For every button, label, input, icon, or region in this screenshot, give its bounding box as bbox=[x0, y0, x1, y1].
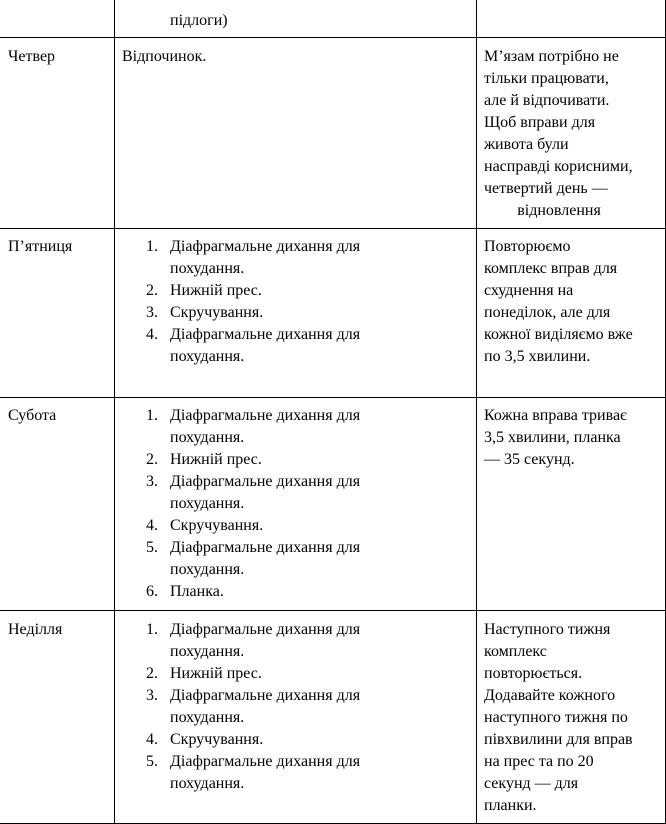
note-line: комплекс вправ для bbox=[484, 260, 618, 277]
note-line: але й відпочивати. bbox=[484, 92, 610, 109]
list-item bbox=[122, 537, 472, 581]
note-line: кожної виділяємо вже bbox=[484, 326, 633, 343]
item-number: 2. bbox=[146, 451, 158, 468]
plan-text: Відпочинок. bbox=[122, 48, 207, 65]
row-divider bbox=[0, 610, 666, 611]
note-line: на прес та по 20 bbox=[484, 753, 594, 770]
note-cell bbox=[484, 236, 660, 368]
column-divider bbox=[114, 0, 115, 823]
note-line: повторюється. bbox=[484, 665, 583, 682]
note-cell bbox=[484, 405, 660, 471]
note-line: 3,5 хвилини, планка bbox=[484, 429, 621, 446]
list-item bbox=[122, 729, 472, 751]
note-line: Додавайте кожного bbox=[484, 687, 616, 704]
item-line: похудання. bbox=[170, 709, 245, 726]
plan-cell-continuation: підлоги) bbox=[170, 12, 228, 29]
column-divider bbox=[476, 0, 477, 823]
note-line: — 35 секунд. bbox=[484, 451, 575, 468]
day-label: Неділля bbox=[8, 621, 63, 638]
item-line: Діафрагмальне дихання для bbox=[170, 687, 361, 704]
item-number: 4. bbox=[146, 517, 158, 534]
item-line: похудання. bbox=[170, 348, 245, 365]
list-item bbox=[122, 619, 472, 663]
note-line: тільки працювати, bbox=[484, 70, 609, 87]
day-label: Четвер bbox=[8, 48, 56, 65]
list-item bbox=[122, 685, 472, 729]
row-divider bbox=[0, 37, 666, 38]
note-line: по 3,5 хвилини. bbox=[484, 348, 591, 365]
day-label: П’ятниця bbox=[8, 238, 73, 255]
list-item bbox=[122, 471, 472, 515]
list-item bbox=[122, 581, 472, 603]
item-line: Діафрагмальне дихання для bbox=[170, 407, 361, 424]
item-line: Нижній прес. bbox=[170, 451, 262, 468]
item-line: Планка. bbox=[170, 583, 224, 600]
row-divider bbox=[0, 228, 666, 229]
item-line: похудання. bbox=[170, 775, 245, 792]
item-number: 5. bbox=[146, 539, 158, 556]
note-line: Наступного тижня bbox=[484, 621, 611, 638]
item-line: похудання. bbox=[170, 643, 245, 660]
note-line: наступного тижня по bbox=[484, 709, 628, 726]
list-item bbox=[122, 663, 472, 685]
item-line: похудання. bbox=[170, 260, 245, 277]
item-line: Діафрагмальне дихання для bbox=[170, 326, 361, 343]
row-divider bbox=[0, 397, 666, 398]
note-line: комплекс bbox=[484, 643, 547, 660]
item-line: Скручування. bbox=[170, 304, 264, 321]
item-number: 2. bbox=[146, 282, 158, 299]
list-item bbox=[122, 751, 472, 795]
note-line: секунд — для bbox=[484, 775, 579, 792]
item-line: похудання. bbox=[170, 495, 245, 512]
note-line: півхвилини для вправ bbox=[484, 731, 633, 748]
item-number: 5. bbox=[146, 753, 158, 770]
item-line: Діафрагмальне дихання для bbox=[170, 473, 361, 490]
item-line: похудання. bbox=[170, 429, 245, 446]
item-number: 1. bbox=[146, 238, 158, 255]
item-number: 1. bbox=[146, 407, 158, 424]
list-item bbox=[122, 515, 472, 537]
list-item bbox=[122, 236, 472, 280]
item-number: 4. bbox=[146, 326, 158, 343]
item-line: Скручування. bbox=[170, 517, 264, 534]
note-line: планки. bbox=[484, 797, 537, 814]
item-number: 4. bbox=[146, 731, 158, 748]
exercise-list bbox=[122, 405, 472, 603]
item-line: Нижній прес. bbox=[170, 282, 262, 299]
exercise-list bbox=[122, 236, 472, 368]
item-number: 3. bbox=[146, 304, 158, 321]
list-item bbox=[122, 405, 472, 449]
item-number: 6. bbox=[146, 583, 158, 600]
item-line: Діафрагмальне дихання для bbox=[170, 621, 361, 638]
item-number: 3. bbox=[146, 473, 158, 490]
note-cell bbox=[484, 46, 660, 222]
item-number: 3. bbox=[146, 687, 158, 704]
item-line: похудання. bbox=[170, 561, 245, 578]
note-line: Кожна вправа триває bbox=[484, 407, 627, 424]
note-line: живота були bbox=[484, 136, 569, 153]
note-line: четвертий день — bbox=[484, 180, 608, 197]
list-item bbox=[122, 449, 472, 471]
item-line: Діафрагмальне дихання для bbox=[170, 753, 361, 770]
item-number: 1. bbox=[146, 621, 158, 638]
item-number: 2. bbox=[146, 665, 158, 682]
day-label: Субота bbox=[8, 407, 57, 424]
note-cell bbox=[484, 619, 660, 817]
note-line: насправді корисними, bbox=[484, 158, 633, 175]
note-line: понеділок, але для bbox=[484, 304, 611, 321]
note-line: Повторюємо bbox=[484, 238, 571, 255]
item-line: Діафрагмальне дихання для bbox=[170, 238, 361, 255]
note-line: Щоб вправи для bbox=[484, 114, 596, 131]
note-line: М’язам потрібно не bbox=[484, 48, 619, 65]
item-line: Діафрагмальне дихання для bbox=[170, 539, 361, 556]
note-line: схуднення на bbox=[484, 282, 574, 299]
exercise-list bbox=[122, 619, 472, 795]
item-line: Нижній прес. bbox=[170, 665, 262, 682]
item-line: Скручування. bbox=[170, 731, 264, 748]
note-line: відновлення bbox=[517, 202, 601, 219]
list-item bbox=[122, 324, 472, 368]
list-item bbox=[122, 280, 472, 302]
list-item bbox=[122, 302, 472, 324]
